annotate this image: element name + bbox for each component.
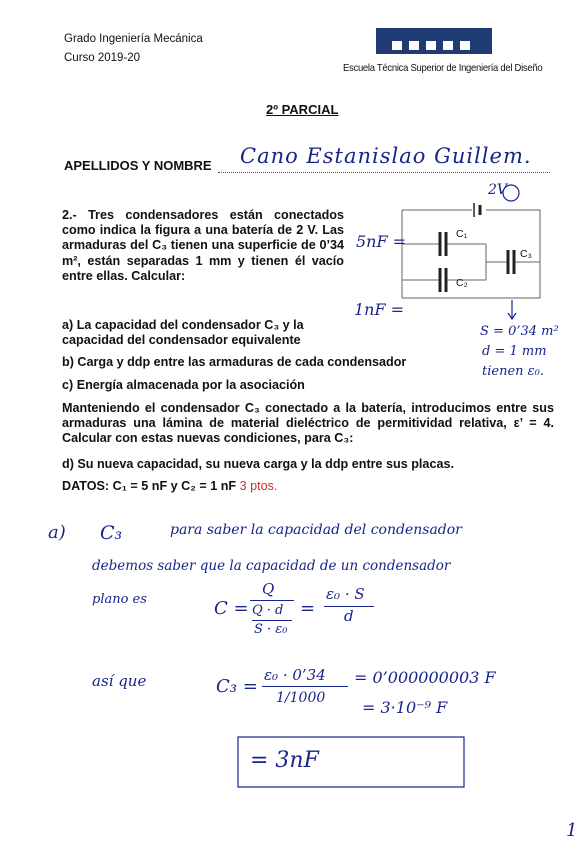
battery-voltage-note: 2V (488, 182, 508, 198)
data-label: DATOS: C₁ = 5 nF y C₂ = 1 nF (62, 479, 237, 493)
question-c: c) Energía almacenada por la asociación (62, 378, 305, 392)
c1-label: C₁ (456, 228, 468, 240)
course-year: Curso 2019-20 (64, 52, 141, 64)
formula-q: Q (262, 580, 275, 598)
c3-label: C₃ (520, 248, 532, 260)
formula-qd: Q · d (252, 603, 284, 618)
c3-numerator: ε₀ · 0’34 (264, 666, 326, 684)
c3-value-decimal: = 0’000000003 F (354, 668, 496, 687)
formula-fraction-bar-2 (252, 620, 292, 621)
vacuum-note: tienen ε₀. (482, 364, 544, 379)
formula-numerator: ε₀ · S (326, 585, 365, 603)
answer-text-2: debemos saber que la capacidad de un condensador (92, 558, 451, 574)
answer-asi-que: así que (92, 672, 147, 690)
formula-equals: = (300, 598, 316, 619)
formula-denominator: d (344, 607, 354, 625)
formula-c: C = (214, 598, 249, 619)
school-name: Escuela Técnica Superior de Ingeniería del Diseño (343, 62, 543, 74)
answer-text-1: para saber la capacidad del condensador (170, 522, 462, 538)
exam-title: 2º PARCIAL (266, 102, 339, 117)
degree-name: Grado Ingeniería Mecánica (64, 33, 203, 45)
name-label: APELLIDOS Y NOMBRE (64, 158, 212, 173)
c3-value-scientific: = 3·10⁻⁹ F (362, 698, 448, 717)
area-note: S = 0’34 m² (480, 324, 559, 339)
answer-text-3: plano es (92, 592, 147, 607)
c3-fraction-bar (262, 686, 348, 687)
question-d: d) Su nueva capacidad, su nueva carga y la ddp entre sus placas. (62, 457, 454, 471)
distance-note: d = 1 mm (482, 344, 547, 359)
problem-intro: Tres condensadores están conectados como indica la figura a una batería de 2 V. Las armaduras del C₃ tienen una superficie de 0’34 m², están separadas 1 mm y tienen él vacío entre ellas. Calcular: (62, 208, 344, 283)
answer-a-symbol: C₃ (100, 522, 123, 544)
c3-denominator: 1/1000 (276, 690, 326, 706)
c3-final-result: = 3nF (250, 748, 319, 773)
question-b: b) Carga y ddp entre las armaduras de cada condensador (62, 355, 407, 369)
answer-a-label: a) (48, 522, 66, 543)
points-badge: 3 ptos. (239, 479, 278, 493)
c2-label: C₂ (456, 277, 468, 289)
c2-value-note: 1nF = (354, 300, 405, 319)
student-name: Cano Estanislao Guillem. (240, 144, 532, 168)
problem-statement-2: Manteniendo el condensador C₃ conectado a la batería, introducimos entre sus armaduras una lámina de material dieléctrico de permitividad relativa, ε’ = 4. Calcular con estas nuevas condiciones, para C₃: (62, 401, 554, 446)
formula-fraction-bar-1 (250, 600, 294, 601)
page-number: 1 (566, 820, 578, 841)
c1-value-note: 5nF = (356, 232, 407, 251)
c3-equation-lhs: C₃ = (216, 676, 258, 697)
question-a: a) La capacidad del condensador C₃ y la capacidad del condensador equivalente (62, 318, 304, 348)
formula-se: S · ε₀ (254, 622, 288, 637)
problem-number: 2.- (62, 208, 77, 222)
